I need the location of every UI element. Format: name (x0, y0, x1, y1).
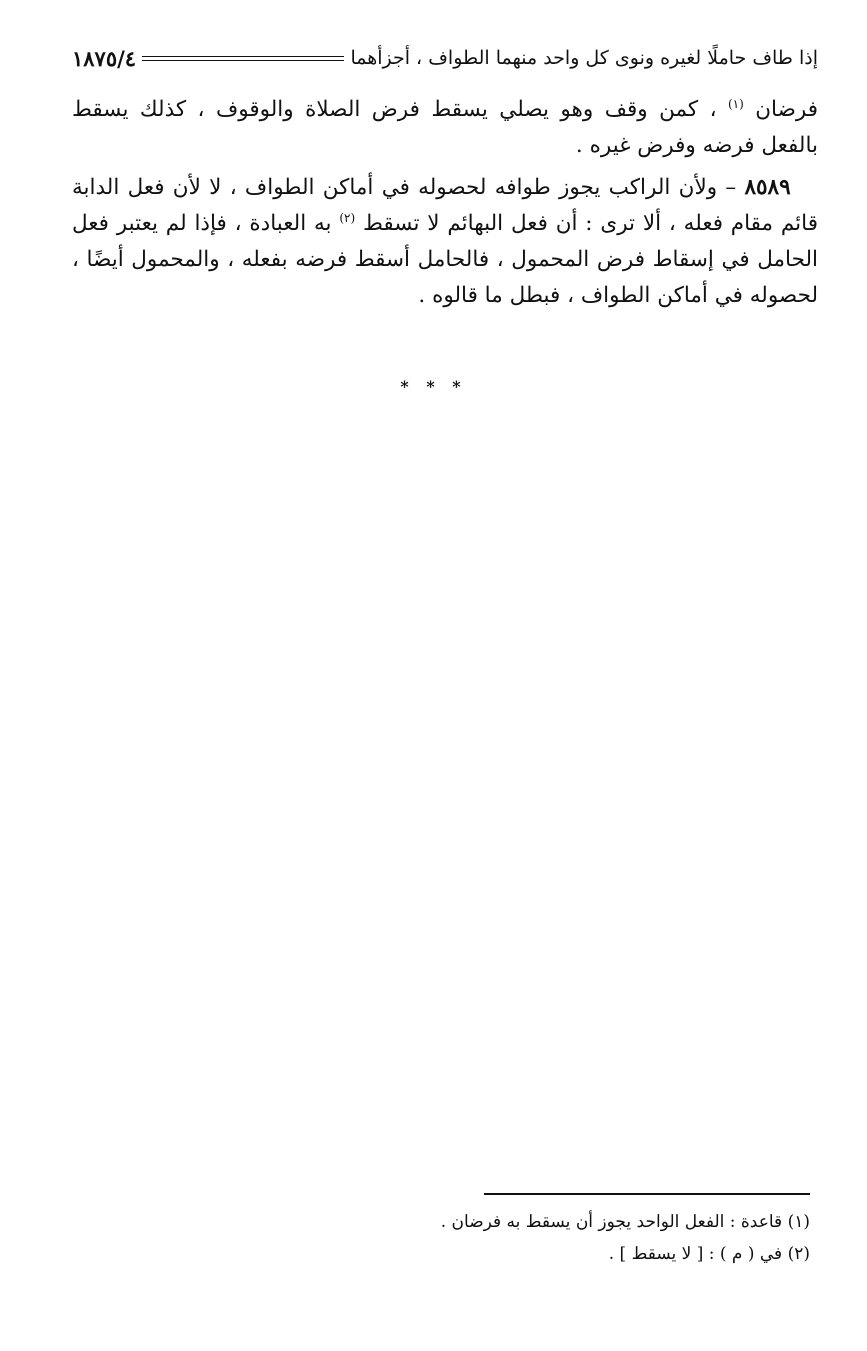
footnote-2: (٢) في ( م ) : [ لا يسقط ] . (608, 1244, 810, 1264)
footnotes (72, 1206, 810, 1270)
footnote-divider (484, 1193, 810, 1195)
paragraph-8589 (72, 170, 818, 314)
header-title: إذا طاف حاملًا لغيره ونوى كل واحد منهما الطواف ، أجزأهما (350, 47, 818, 69)
header-page-number: ١٨٧٥/٤ (72, 45, 137, 71)
paragraph-number: ٨٥٨٩ (744, 175, 791, 200)
main-text (72, 92, 818, 320)
footnote-ref-2[interactable]: (٢) (339, 210, 356, 225)
paragraph-text: فرضان (743, 97, 819, 122)
footnote-1: (١) قاعدة : الفعل الواحد يجوز أن يسقط به فرضان . (440, 1212, 810, 1232)
paragraph-text: به العبادة ، فإذا لم يعتبر فعل الحامل في إسقاط فرض المحمول ، فالحامل أسقط فرضه بفعله ، والمحمول أيضًا ، لحصوله في أماكن الطواف ، فبطل ما قالوه . (72, 211, 818, 308)
paragraph-text: ، كمن وقف وهو يصلي يسقط فرض الصلاة والوقوف ، كذلك يسقط بالفعل فرضه وفرض غيره . (72, 97, 818, 158)
paragraph-continuation (72, 92, 818, 164)
header-double-rule (142, 56, 344, 61)
section-separator: * * * (400, 377, 467, 396)
paragraph-text: – ولأن الراكب يجوز طوافه لحصوله في أماكن الطواف ، لا لأن فعل الدابة قائم مقام فعله ، ألا ترى : أن فعل البهائم لا تسقط (72, 175, 818, 236)
footnote-ref-1[interactable]: (١) (727, 96, 744, 111)
running-header (72, 40, 818, 76)
